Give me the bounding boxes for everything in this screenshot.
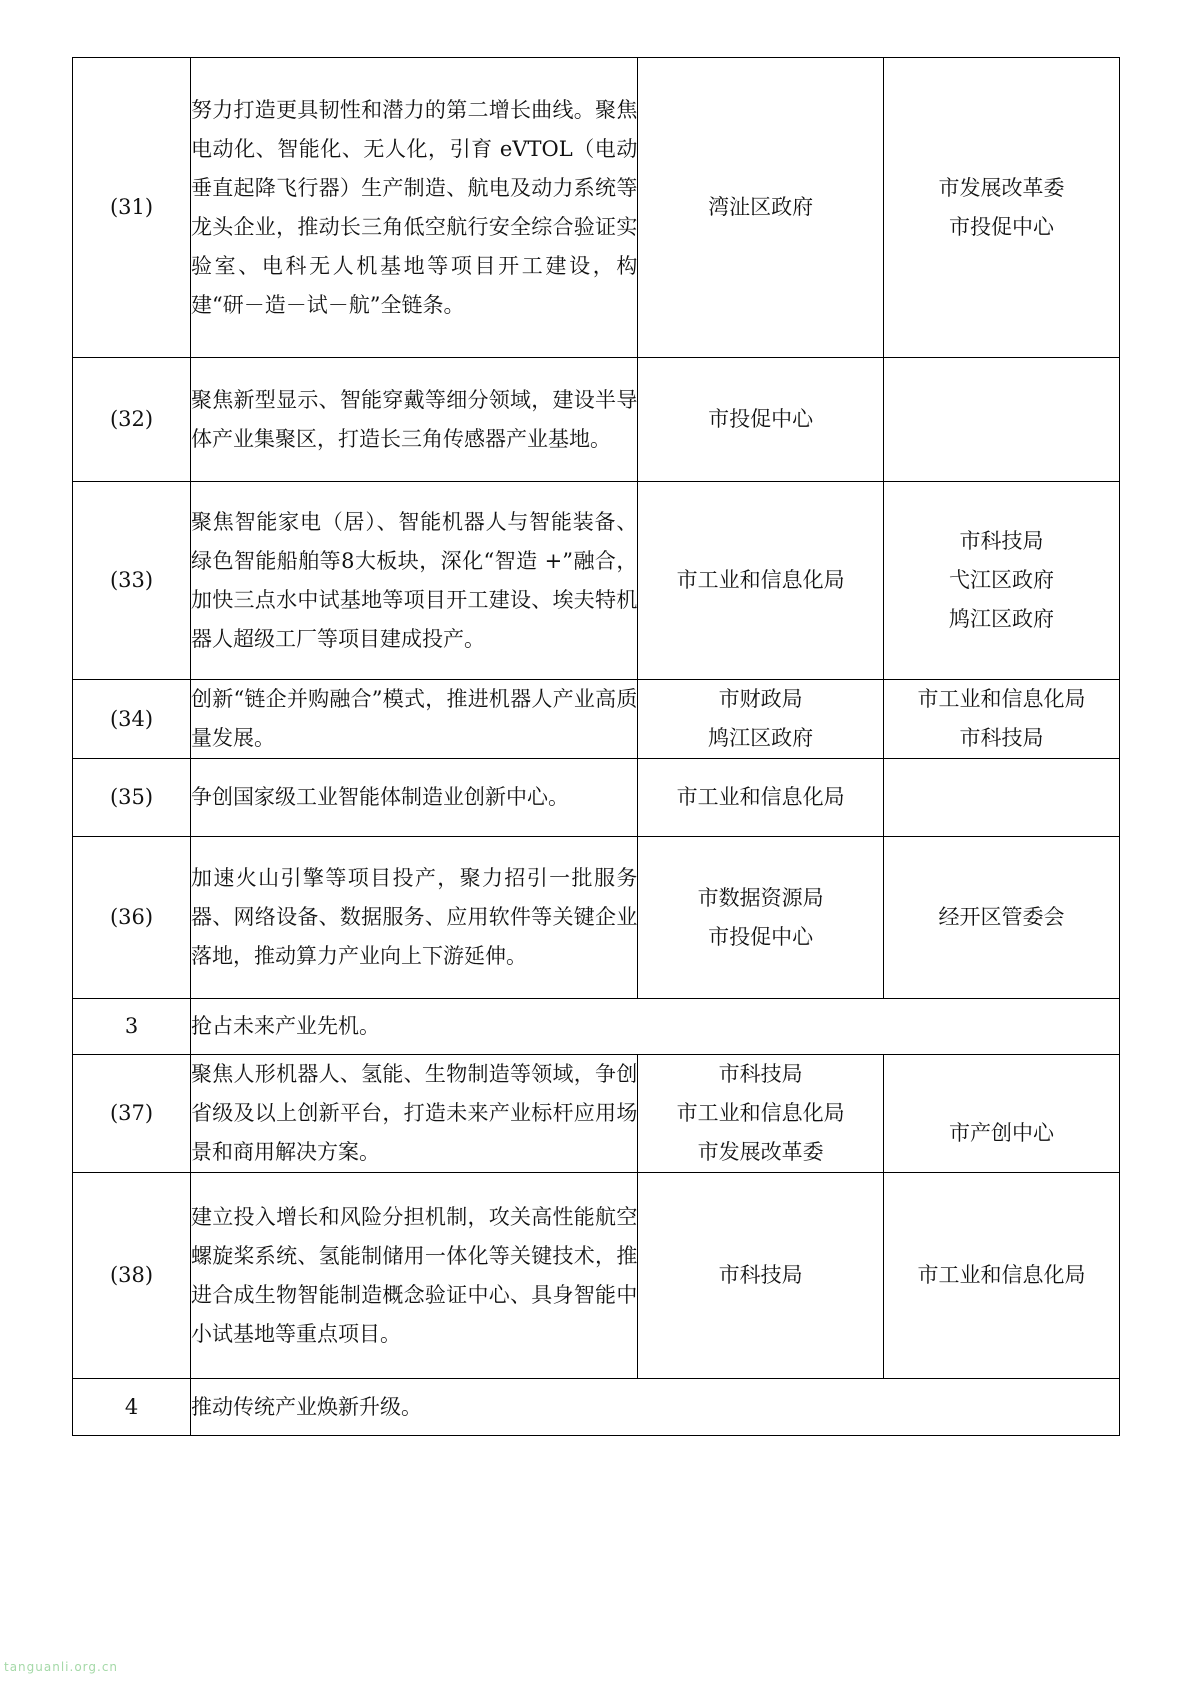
table-row bbox=[73, 837, 1120, 999]
support-unit: 市科技局 bbox=[959, 726, 1044, 750]
row-number: (36) bbox=[73, 837, 191, 999]
task-content: 聚焦智能家电（居）、智能机器人与智能装备、绿色智能船舶等8大板块，深化“智造 +”融合，加快三点水中试基地等项目开工建设、埃夫特机器人超级工厂等项目建成投产。 bbox=[191, 482, 638, 680]
support-units bbox=[883, 358, 1119, 482]
row-number: (35) bbox=[73, 759, 191, 837]
task-table bbox=[72, 57, 1120, 1436]
row-number: (38) bbox=[73, 1173, 191, 1379]
row-number: (31) bbox=[73, 58, 191, 358]
support-units bbox=[883, 482, 1119, 680]
table-row bbox=[73, 482, 1120, 680]
lead-unit: 市工业和信息化局 bbox=[638, 482, 884, 680]
support-units bbox=[883, 759, 1119, 837]
support-unit: 市工业和信息化局 bbox=[917, 687, 1086, 711]
lead-unit: 市发展改革委 bbox=[697, 1140, 824, 1164]
task-content: 加速火山引擎等项目投产，聚力招引一批服务器、网络设备、数据服务、应用软件等关键企业落地，推动算力产业向上下游延伸。 bbox=[191, 837, 638, 999]
table-row bbox=[73, 680, 1120, 759]
table-row bbox=[73, 358, 1120, 482]
task-content: 建立投入增长和风险分担机制，攻关高性能航空螺旋桨系统、氢能制储用一体化等关键技术，推进合成生物智能制造概念验证中心、具身智能中小试基地等重点项目。 bbox=[191, 1173, 638, 1379]
row-number: (33) bbox=[73, 482, 191, 680]
task-content: 聚焦人形机器人、氢能、生物制造等领域，争创省级及以上创新平台，打造未来产业标杆应用场景和商用解决方案。 bbox=[191, 1055, 638, 1173]
lead-unit: 市工业和信息化局 bbox=[676, 1101, 845, 1125]
lead-units bbox=[638, 680, 884, 759]
section-title: 抢占未来产业先机。 bbox=[191, 999, 1120, 1055]
table-row bbox=[73, 1173, 1120, 1379]
lead-unit: 鸠江区政府 bbox=[708, 726, 814, 750]
support-unit: 市投促中心 bbox=[948, 214, 1054, 239]
section-number: 4 bbox=[73, 1379, 191, 1436]
table-row bbox=[73, 759, 1120, 837]
support-unit: 市发展改革委 bbox=[938, 175, 1065, 200]
support-unit: 市产创中心 bbox=[948, 1121, 1054, 1145]
lead-unit: 市投促中心 bbox=[638, 358, 884, 482]
support-units bbox=[883, 1055, 1119, 1173]
lead-unit: 市数据资源局 bbox=[697, 885, 824, 910]
lead-units bbox=[638, 1055, 884, 1173]
task-content: 争创国家级工业智能体制造业创新中心。 bbox=[191, 759, 638, 837]
lead-unit: 市科技局 bbox=[718, 1062, 803, 1086]
section-row bbox=[73, 1379, 1120, 1436]
table-row bbox=[73, 58, 1120, 358]
lead-unit: 市财政局 bbox=[718, 687, 803, 711]
row-number: (32) bbox=[73, 358, 191, 482]
support-unit: 鸠江区政府 bbox=[948, 607, 1054, 631]
section-number: 3 bbox=[73, 999, 191, 1055]
task-content: 努力打造更具韧性和潜力的第二增长曲线。聚焦电动化、智能化、无人化，引育 eVTOL（电动垂直起降飞行器）生产制造、航电及动力系统等龙头企业，推动长三角低空航行安全综合验证实验室、电科无人机基地等项目开工建设，构建“研－造－试－航”全链条。 bbox=[191, 58, 638, 358]
task-content: 创新“链企并购融合”模式，推进机器人产业高质量发展。 bbox=[191, 680, 638, 759]
row-number: (37) bbox=[73, 1055, 191, 1173]
lead-units bbox=[638, 837, 884, 999]
support-unit: 市科技局 bbox=[959, 529, 1044, 553]
support-units bbox=[883, 58, 1119, 358]
support-unit: 经开区管委会 bbox=[938, 905, 1065, 929]
support-units bbox=[883, 680, 1119, 759]
section-row bbox=[73, 999, 1120, 1055]
support-units bbox=[883, 1173, 1119, 1379]
lead-unit: 市投促中心 bbox=[708, 924, 814, 949]
row-number: (34) bbox=[73, 680, 191, 759]
table-row bbox=[73, 1055, 1120, 1173]
task-content: 聚焦新型显示、智能穿戴等细分领域，建设半导体产业集聚区，打造长三角传感器产业基地。 bbox=[191, 358, 638, 482]
lead-unit: 湾沚区政府 bbox=[638, 58, 884, 358]
lead-unit: 市科技局 bbox=[638, 1173, 884, 1379]
support-units bbox=[883, 837, 1119, 999]
support-unit: 弋江区政府 bbox=[948, 568, 1054, 592]
support-unit: 市工业和信息化局 bbox=[917, 1263, 1086, 1287]
section-title: 推动传统产业焕新升级。 bbox=[191, 1379, 1120, 1436]
lead-unit: 市工业和信息化局 bbox=[638, 759, 884, 837]
watermark: tanguanli.org.cn bbox=[4, 1660, 119, 1674]
